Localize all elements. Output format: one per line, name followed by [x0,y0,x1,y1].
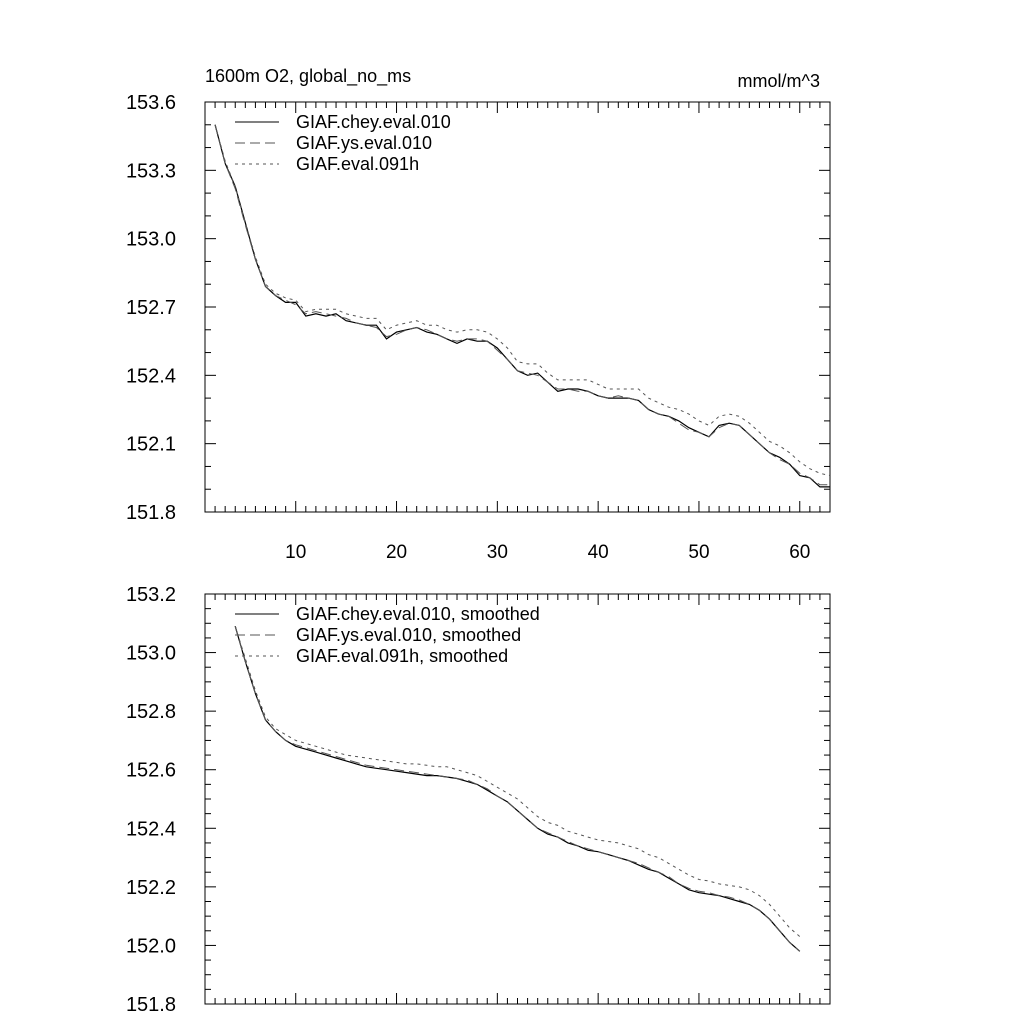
y-tick-label: 153.3 [125,160,176,183]
x-tick-label: 40 [587,542,609,563]
series-line-2 [215,125,830,476]
legend-label-2: GIAF.eval.091h [296,154,420,174]
y-tick-label: 152.4 [125,365,176,388]
units-label: mmol/m^3 [737,71,820,91]
y-tick-label: 152.1 [125,433,176,456]
series-line-1 [215,125,830,485]
y-tick-label: 153.2 [125,584,176,606]
y-tick-label: 152.0 [125,935,176,958]
series-line-2 [235,626,800,936]
y-tick-label: 153.6 [125,92,176,114]
y-tick-label: 152.2 [125,876,176,899]
x-tick-label: 60 [789,542,811,563]
series-line-1 [235,626,800,951]
x-tick-label: 50 [688,542,710,563]
legend-label-2: GIAF.eval.091h, smoothed [296,646,509,666]
y-tick-label: 151.8 [125,994,176,1016]
x-tick-label: 30 [486,542,508,563]
legend-label-0: GIAF.chey.eval.010 [296,112,451,132]
series-line-0 [215,125,830,487]
y-tick-label: 152.6 [125,759,176,782]
x-tick-label: 10 [285,542,307,563]
y-tick-label: 152.4 [125,818,176,841]
y-tick-label: 153.0 [125,228,176,251]
legend-label-1: GIAF.ys.eval.010, smoothed [296,625,522,645]
chart-title: 1600m O2, global_no_ms [205,66,412,86]
top-panel [126,66,830,563]
y-tick-label: 152.8 [125,701,176,724]
series-line-0 [235,626,800,951]
legend-label-0: GIAF.chey.eval.010, smoothed [296,604,540,624]
y-tick-label: 152.7 [125,297,176,319]
x-tick-label: 20 [385,542,408,563]
bottom-panel [126,584,830,1016]
legend-label-1: GIAF.ys.eval.010 [296,133,433,153]
y-tick-label: 153.0 [125,642,176,665]
y-tick-label: 151.8 [125,502,176,524]
